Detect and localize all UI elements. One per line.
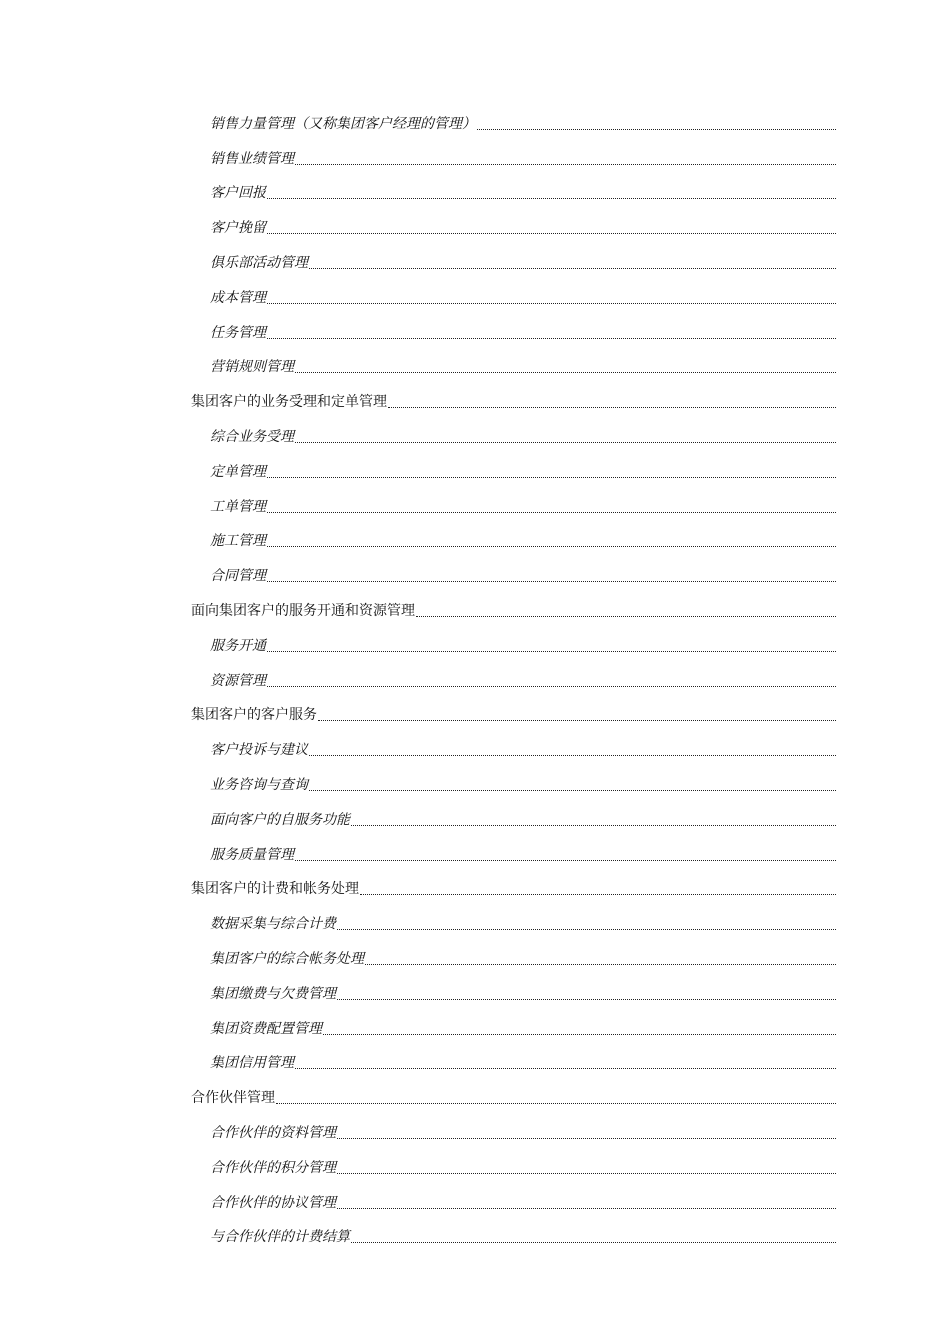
toc-entry-label: 集团客户的业务受理和定单管理 bbox=[191, 394, 387, 411]
toc-subsection-entry[interactable] bbox=[191, 759, 836, 794]
toc-dot-leader bbox=[267, 233, 836, 234]
toc-dot-leader bbox=[309, 755, 836, 756]
toc-entry-label: 集团客户的计费和帐务处理 bbox=[191, 881, 359, 898]
toc-entry-label: 资源管理 bbox=[210, 672, 266, 689]
toc-subsection-entry[interactable] bbox=[191, 307, 836, 342]
toc-entry-label: 客户挽留 bbox=[210, 220, 266, 237]
toc-subsection-entry[interactable] bbox=[191, 550, 836, 585]
toc-entry-label: 客户投诉与建议 bbox=[210, 742, 308, 759]
toc-dot-leader bbox=[337, 1138, 836, 1139]
toc-subsection-entry[interactable] bbox=[191, 168, 836, 203]
toc-dot-leader bbox=[295, 860, 836, 861]
toc-entry-label: 集团客户的综合帐务处理 bbox=[210, 950, 364, 967]
toc-subsection-entry[interactable] bbox=[191, 933, 836, 968]
toc-subsection-entry[interactable] bbox=[191, 794, 836, 829]
toc-entry-label: 集团资费配置管理 bbox=[210, 1020, 322, 1037]
toc-entry-label: 集团客户的客户服务 bbox=[191, 707, 317, 724]
toc-dot-leader bbox=[337, 929, 836, 930]
toc-entry-label: 定单管理 bbox=[210, 463, 266, 480]
toc-entry-label: 面向客户的自服务功能 bbox=[210, 811, 350, 828]
toc-entry-label: 俱乐部活动管理 bbox=[210, 254, 308, 271]
toc-dot-leader bbox=[267, 198, 836, 199]
toc-entry-label: 综合业务受理 bbox=[210, 428, 294, 445]
toc-dot-leader bbox=[309, 790, 836, 791]
toc-dot-leader bbox=[416, 616, 836, 617]
toc-dot-leader bbox=[267, 581, 836, 582]
toc-subsection-entry[interactable] bbox=[191, 829, 836, 864]
toc-dot-leader bbox=[323, 1034, 836, 1035]
toc-dot-leader bbox=[337, 1173, 836, 1174]
toc-subsection-entry[interactable] bbox=[191, 481, 836, 516]
toc-section-entry[interactable] bbox=[191, 690, 836, 725]
toc-dot-leader bbox=[388, 407, 836, 408]
toc-dot-leader bbox=[295, 442, 836, 443]
toc-subsection-entry[interactable] bbox=[191, 968, 836, 1003]
toc-entry-label: 合同管理 bbox=[210, 568, 266, 585]
toc-dot-leader bbox=[365, 964, 836, 965]
toc-dot-leader bbox=[295, 372, 836, 373]
toc-subsection-entry[interactable] bbox=[191, 898, 836, 933]
toc-entry-label: 成本管理 bbox=[210, 289, 266, 306]
toc-entry-label: 集团信用管理 bbox=[210, 1055, 294, 1072]
toc-dot-leader bbox=[267, 686, 836, 687]
toc-entry-label: 合作伙伴管理 bbox=[191, 1090, 275, 1107]
toc-subsection-entry[interactable] bbox=[191, 411, 836, 446]
toc-subsection-entry[interactable] bbox=[191, 1177, 836, 1212]
toc-entry-label: 任务管理 bbox=[210, 324, 266, 341]
toc-entry-label: 营销规则管理 bbox=[210, 359, 294, 376]
toc-entry-label: 服务质量管理 bbox=[210, 846, 294, 863]
toc-subsection-entry[interactable] bbox=[191, 620, 836, 655]
toc-dot-leader bbox=[267, 546, 836, 547]
toc-entry-label: 服务开通 bbox=[210, 637, 266, 654]
toc-dot-leader bbox=[360, 894, 836, 895]
toc-dot-leader bbox=[267, 512, 836, 513]
toc-subsection-entry[interactable] bbox=[191, 724, 836, 759]
toc-entry-label: 客户回报 bbox=[210, 185, 266, 202]
toc-subsection-entry[interactable] bbox=[191, 655, 836, 690]
toc-subsection-entry[interactable] bbox=[191, 1003, 836, 1038]
toc-dot-leader bbox=[351, 1242, 836, 1243]
toc-section-entry[interactable] bbox=[191, 1072, 836, 1107]
toc-entry-label: 工单管理 bbox=[210, 498, 266, 515]
toc-subsection-entry[interactable] bbox=[191, 342, 836, 377]
toc-entry-label: 集团缴费与欠费管理 bbox=[210, 985, 336, 1002]
toc-subsection-entry[interactable] bbox=[191, 202, 836, 237]
toc-dot-leader bbox=[477, 129, 836, 130]
toc-subsection-entry[interactable] bbox=[191, 1107, 836, 1142]
toc-dot-leader bbox=[309, 268, 836, 269]
table-of-contents bbox=[191, 98, 836, 1246]
toc-subsection-entry[interactable] bbox=[191, 272, 836, 307]
toc-entry-label: 销售业绩管理 bbox=[210, 150, 294, 167]
toc-entry-label: 合作伙伴的协议管理 bbox=[210, 1194, 336, 1211]
toc-dot-leader bbox=[318, 720, 836, 721]
toc-entry-label: 与合作伙伴的计费结算 bbox=[210, 1229, 350, 1246]
toc-subsection-entry[interactable] bbox=[191, 1142, 836, 1177]
toc-dot-leader bbox=[295, 1068, 836, 1069]
toc-entry-label: 业务咨询与查询 bbox=[210, 776, 308, 793]
toc-entry-label: 合作伙伴的资料管理 bbox=[210, 1124, 336, 1141]
toc-subsection-entry[interactable] bbox=[191, 237, 836, 272]
toc-entry-label: 施工管理 bbox=[210, 533, 266, 550]
toc-section-entry[interactable] bbox=[191, 585, 836, 620]
toc-entry-label: 数据采集与综合计费 bbox=[210, 916, 336, 933]
toc-subsection-entry[interactable] bbox=[191, 1038, 836, 1073]
toc-subsection-entry[interactable] bbox=[191, 516, 836, 551]
toc-dot-leader bbox=[267, 303, 836, 304]
toc-dot-leader bbox=[267, 651, 836, 652]
toc-subsection-entry[interactable] bbox=[191, 133, 836, 168]
toc-section-entry[interactable] bbox=[191, 376, 836, 411]
toc-entry-label: 销售力量管理（又称集团客户经理的管理） bbox=[210, 115, 476, 132]
toc-dot-leader bbox=[337, 1208, 836, 1209]
toc-dot-leader bbox=[276, 1103, 836, 1104]
toc-dot-leader bbox=[295, 164, 836, 165]
toc-subsection-entry[interactable] bbox=[191, 98, 836, 133]
toc-section-entry[interactable] bbox=[191, 864, 836, 899]
toc-dot-leader bbox=[337, 999, 836, 1000]
toc-dot-leader bbox=[267, 338, 836, 339]
toc-dot-leader bbox=[267, 477, 836, 478]
toc-subsection-entry[interactable] bbox=[191, 1212, 836, 1247]
toc-subsection-entry[interactable] bbox=[191, 446, 836, 481]
toc-entry-label: 合作伙伴的积分管理 bbox=[210, 1159, 336, 1176]
toc-entry-label: 面向集团客户的服务开通和资源管理 bbox=[191, 602, 415, 619]
toc-dot-leader bbox=[351, 825, 836, 826]
